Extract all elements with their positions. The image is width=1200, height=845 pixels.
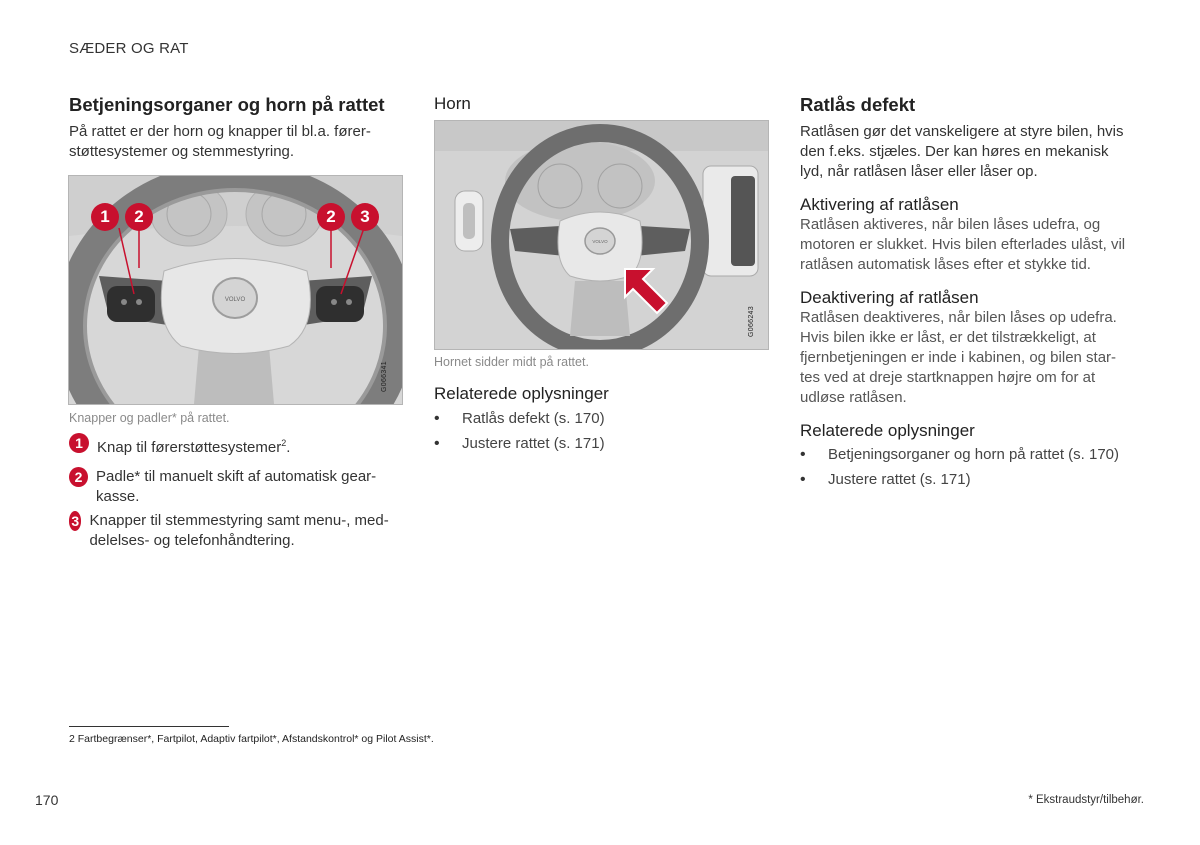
text-deactivation: Ratlåsen deaktiveres, når bilen låses op udefra. Hvis bilen ikke er låst, er det tilstrækkeligt, at fjernbetjeningen er inde i kabinen, og bilen star-tes ved at dreje startknappen højre om for at udløse ratlåsen.	[800, 309, 1117, 406]
caption-steering-buttons: Knapper og padler* på rattet.	[69, 411, 230, 425]
callout-2-right: 2	[317, 203, 345, 231]
heading-steering-lock: Ratlås defekt	[800, 94, 916, 115]
callout-number: 3	[69, 511, 81, 531]
callout-text: Knapper til stemmestyring samt menu-, med-delelses- og telefonhåndtering.	[89, 512, 389, 549]
footnote-number: 2	[69, 733, 75, 745]
callout-item	[69, 467, 404, 507]
heading-steering-controls: Betjeningsorganer og horn på rattet	[69, 94, 385, 115]
callout-list	[69, 433, 404, 563]
callout-text: Padle* til manuelt skift af automatisk gear-kasse.	[96, 468, 377, 505]
section-label: SÆDER OG RAT	[69, 40, 189, 57]
heading-activation: Aktivering af ratlåsen	[800, 195, 959, 214]
svg-text:VOLVO: VOLVO	[592, 239, 608, 244]
heading-related-horn: Relaterede oplysninger	[434, 384, 609, 403]
heading-horn: Horn	[434, 94, 471, 113]
heading-related-lock: Relaterede oplysninger	[800, 421, 975, 440]
image-code: G066243	[748, 306, 755, 337]
related-link[interactable]: • Betjeningsorganer og horn på rattet (s. 170)	[800, 442, 1135, 467]
text-activation: Ratlåsen aktiveres, når bilen låses udefra, og motoren er slukket. Hvis bilen efterlades ulåst, vil ratlåsen automatisk låses efter et stykke tid.	[800, 216, 1126, 273]
image-code: G066341	[381, 361, 388, 392]
callout-number: 2	[69, 467, 88, 487]
callout-2-left: 2	[125, 203, 153, 231]
page-number: 170	[35, 792, 59, 808]
caption-horn: Hornet sidder midt på rattet.	[434, 355, 589, 369]
callout-text-end: .	[286, 439, 291, 456]
column-horn	[434, 94, 769, 114]
callout-item	[69, 433, 404, 458]
intro-steering-controls: På rattet er der horn og knapper til bl.a. fører-støttesystemer og stemmestyring.	[69, 123, 371, 160]
footnote-divider	[69, 726, 229, 727]
related-info-horn	[434, 384, 769, 456]
related-link[interactable]: • Ratlås defekt (s. 170)	[434, 406, 769, 431]
related-link[interactable]: • Justere rattet (s. 171)	[800, 467, 1135, 492]
callout-number: 1	[69, 433, 89, 453]
footnote	[69, 733, 434, 745]
heading-deactivation: Deaktivering af ratlåsen	[800, 288, 979, 307]
optional-equipment-note: * Ekstraudstyr/tilbehør.	[1028, 794, 1144, 806]
svg-text:VOLVO: VOLVO	[224, 297, 246, 303]
callout-1: 1	[91, 203, 119, 231]
callout-item	[69, 511, 404, 551]
steering-wheel-buttons-image	[68, 175, 403, 405]
callout-3: 3	[351, 203, 379, 231]
horn-image	[434, 120, 769, 350]
intro-steering-lock: Ratlåsen gør det vanskeligere at styre bilen, hvis den f.eks. stjæles. Der kan høres en mekanisk lyd, når ratlåsen låser eller låser op.	[800, 123, 1124, 180]
related-link[interactable]: • Justere rattet (s. 171)	[434, 431, 769, 456]
footnote-ref: 2	[281, 438, 287, 448]
column-steering-controls	[69, 94, 404, 162]
horn-illustration	[435, 121, 768, 349]
callout-text: Knap til førerstøttesystemer	[97, 439, 282, 456]
footnote-text: Fartbegrænser*, Fartpilot, Adaptiv fartpilot*, Afstandskontrol* og Pilot Assist*.	[77, 733, 434, 745]
column-steering-lock	[800, 94, 1135, 492]
